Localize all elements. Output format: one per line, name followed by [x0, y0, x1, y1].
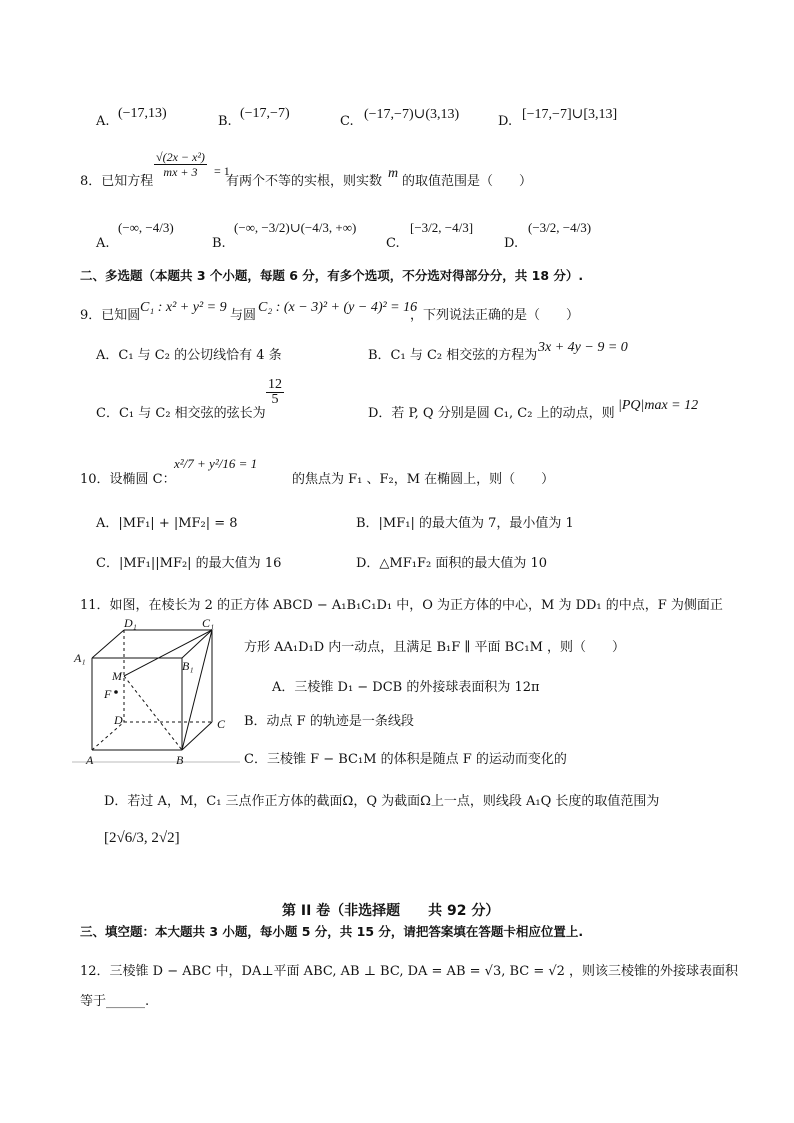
q8-option-d-label: D. [504, 236, 519, 251]
q9-circle-c1: C₁ : x² + y² = 9 [140, 300, 227, 315]
section-3-heading: 三、填空题：本大题共 3 小题，每小题 5 分，共 15 分，请把答案填在答题卡相应位置上. [80, 924, 584, 939]
q12-line2: 等于______. [80, 994, 150, 1009]
q8-eq-denominator: mx + 3 [163, 165, 198, 179]
q7-option-a-value: (−17,13) [118, 106, 167, 121]
q7-option-b-value: (−17,−7) [240, 106, 290, 121]
q10-end: 的焦点为 F₁ 、F₂，M 在椭圆上，则（ ） [292, 472, 555, 487]
q8-eq-rhs: = 1 [214, 164, 230, 178]
q8-var: m [388, 166, 399, 181]
section-2-heading: 二、多选题（本题共 3 个小题，每题 6 分，有多个选项，不分选对得部分分，共 18 分）. [80, 268, 584, 283]
q11-option-c: C．三棱锥 F − BC₁M 的体积是随点 F 的运动而变化的 [244, 752, 567, 767]
point-f [114, 690, 118, 694]
q7-option-b-label: B. [218, 114, 232, 129]
label-m: M [112, 669, 122, 683]
q11-option-d-range: [2√6/3, 2√2] [104, 830, 180, 846]
q9-circle-c2: C₂ : (x − 3)² + (y − 4)² = 16 [258, 300, 418, 315]
q9-stem [80, 296, 740, 323]
q9-option-d-eq: |PQ|max = 12 [618, 398, 699, 413]
q11-option-a: A．三棱锥 D₁ − DCB 的外接球表面积为 12π [272, 680, 540, 695]
label-b1: B₁ [182, 659, 194, 673]
cube-figure [72, 618, 240, 768]
q12-line1: 12．三棱锥 D − ABC 中，DA⊥平面 ABC, AB ⊥ BC, DA = AB = √3, BC = √2 ，则该三棱锥的外接球表面积 [80, 964, 739, 979]
q8-eq-numerator: √(2x − x²) [156, 150, 205, 164]
q10-stem [80, 442, 740, 487]
q8-option-c-value: [−3/2, −4/3] [410, 220, 474, 235]
q10-option-a: A．|MF₁| + |MF₂| = 8 [96, 516, 238, 531]
q7-option-a-label: A. [96, 114, 110, 129]
label-b: B [176, 753, 184, 767]
q8-option-b-value: (−∞, −3/2)∪(−4/3, +∞) [234, 220, 357, 235]
q8-option-c-label: C. [386, 236, 400, 251]
q8-equation [154, 150, 207, 179]
q9-option-d-text: D．若 P, Q 分别是圆 C₁, C₂ 上的动点，则 [368, 406, 615, 421]
q11-option-d: D．若过 A，M，C₁ 三点作正方体的截面Ω，Q 为截面Ω上一点，则线段 A₁Q 长度的取值范围为 [104, 794, 660, 809]
q9-option-a: A．C₁ 与 C₂ 的公切线恰有 4 条 [96, 348, 282, 363]
q9-mid: 与圆 [230, 308, 257, 323]
q8-number: 8．已知方程 [80, 174, 154, 189]
q9-option-c-text: C．C₁ 与 C₂ 相交弦的弦长为 [96, 406, 266, 421]
label-c: C [217, 717, 226, 731]
q11-line1: 11．如图，在棱长为 2 的正方体 ABCD − A₁B₁C₁D₁ 中，O 为正方体的中心，M 为 DD₁ 的中点，F 为侧面正 [80, 598, 723, 613]
label-d1: D₁ [124, 618, 137, 630]
q10-option-d: D．△MF₁F₂ 面积的最大值为 10 [356, 556, 548, 571]
q8-option-d-value: (−3/2, −4/3) [528, 220, 592, 235]
q8-text-after: 有两个不等的实根，则实数 [226, 174, 383, 189]
label-c1: C₁ [202, 618, 215, 630]
q10-option-b: B．|MF₁| 的最大值为 7，最小值为 1 [356, 516, 574, 531]
part-2-title: 第 II 卷（非选择题 共 92 分） [282, 903, 500, 919]
q9-option-c-fraction [266, 378, 284, 407]
q7-option-d-value: [−17,−7]∪[3,13] [522, 107, 618, 122]
q8-option-a-value: (−∞, −4/3) [118, 220, 174, 235]
q8-option-b-label: B. [212, 236, 226, 251]
q8-options [96, 212, 736, 252]
q11-line2: 方形 AA₁D₁D 内一动点，且满足 B₁F ∥ 平面 BC₁M ，则（ ） [244, 640, 626, 655]
q7-option-c-value: (−17,−7)∪(3,13) [364, 107, 460, 122]
q7-option-d-label: D. [498, 114, 513, 129]
q9-c-denominator: 5 [271, 392, 279, 407]
q9-number: 9．已知圆 [80, 308, 141, 323]
q9-end: ，下列说法正确的是（ ） [410, 308, 580, 323]
label-f: F [104, 687, 112, 701]
q8-option-a-label: A. [96, 236, 110, 251]
q10-number: 10．设椭圆 C： [80, 472, 176, 487]
q8-text-end: 的取值范围是（ ） [402, 174, 533, 189]
label-a1: A₁ [74, 651, 86, 665]
q7-option-c-label: C. [340, 114, 354, 129]
label-d: D [114, 713, 123, 727]
q9-option-b-eq: 3x + 4y − 9 = 0 [538, 340, 628, 355]
q11-option-b: B．动点 F 的轨迹是一条线段 [244, 714, 414, 729]
q9-option-b-text: B．C₁ 与 C₂ 相交弦的方程为 [368, 348, 538, 363]
label-a: A [86, 753, 94, 767]
q7-options [96, 108, 736, 132]
q9-c-numerator: 12 [268, 377, 282, 392]
q10-option-c: C．|MF₁||MF₂| 的最大值为 16 [96, 556, 282, 571]
q10-equation: x²/7 + y²/16 = 1 [174, 456, 258, 471]
